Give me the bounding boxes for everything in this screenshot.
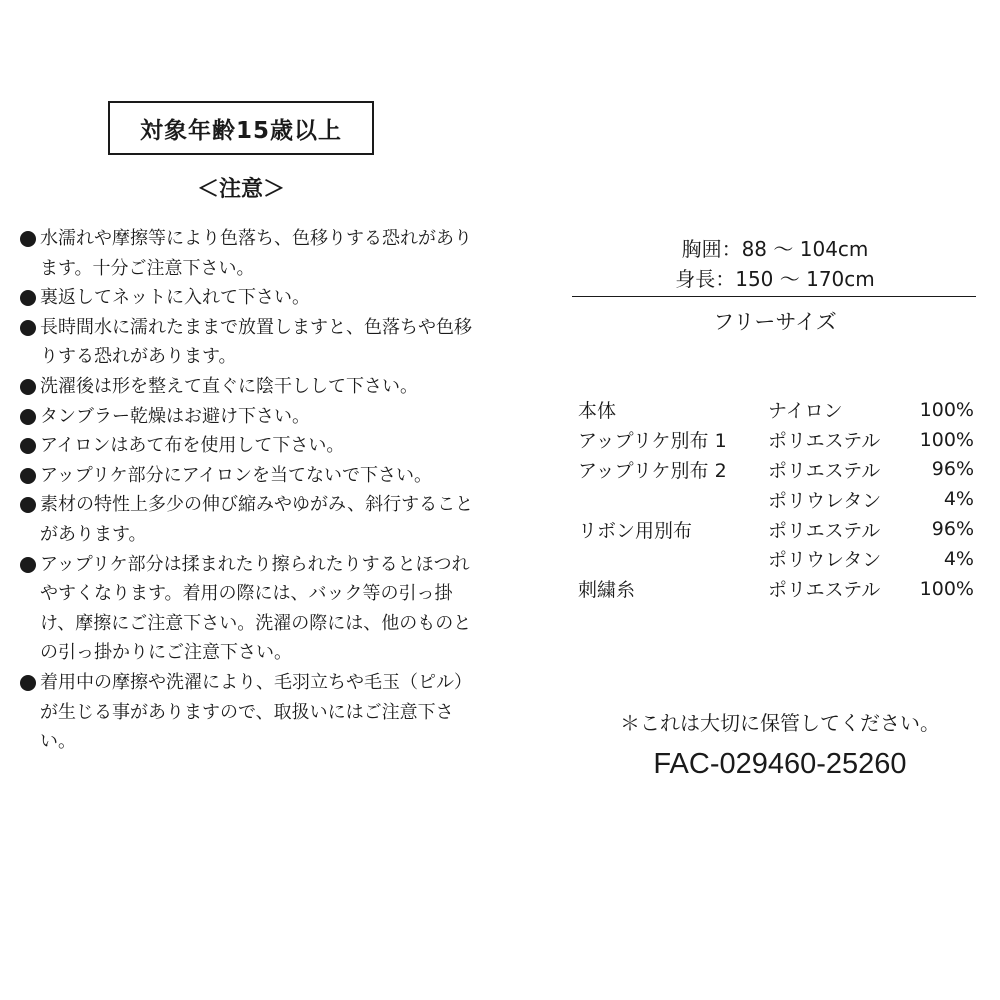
bullet-icon — [20, 438, 36, 454]
caution-item — [20, 224, 480, 283]
bullet-icon — [20, 379, 36, 395]
caution-text: アイロンはあて布を使用して下さい。 — [40, 435, 345, 457]
chest-size: 胸囲：88 ～ 104cm — [681, 237, 869, 261]
material-row — [578, 574, 974, 604]
size-divider — [572, 296, 976, 297]
material-part — [578, 544, 768, 574]
material-fiber: ポリエステル — [768, 579, 881, 602]
material-part — [578, 484, 768, 514]
material-row — [578, 395, 974, 425]
bullet-icon — [20, 231, 36, 247]
material-row — [578, 455, 974, 485]
caution-item — [20, 283, 480, 313]
material-row — [578, 514, 974, 544]
caution-text: 素材の特性上多少の伸び縮みやゆがみ、斜行することがあります。 — [40, 494, 474, 545]
caution-item — [20, 431, 480, 461]
material-percent: 96% — [931, 458, 974, 481]
material-percent: 100% — [919, 577, 974, 600]
caution-text: 着用中の摩擦や洗濯により、毛羽立ちや毛玉（ピル）が生じる事がありますので、取扱いにはご注意下さい。 — [40, 671, 472, 753]
caution-heading: ＜注意＞ — [196, 177, 285, 202]
material-fiber: ポリウレタン — [768, 549, 882, 572]
caution-item — [20, 668, 480, 757]
material-part: アップリケ別布 2 — [578, 459, 727, 482]
material-percent: 100% — [919, 398, 974, 421]
material-part: リボン用別布 — [578, 519, 693, 542]
material-fiber: ポリエステル — [768, 459, 881, 482]
product-code: FAC-029460-25260 — [653, 748, 907, 780]
material-fiber: ナイロン — [768, 400, 843, 423]
keep-note: ＊これは大切に保管してください。 — [620, 711, 940, 735]
caution-text: アップリケ部分にアイロンを当てないで下さい。 — [40, 464, 433, 486]
material-fiber: ポリエステル — [768, 430, 881, 453]
material-percent: 96% — [931, 518, 974, 541]
bullet-icon — [20, 290, 36, 306]
caution-text: タンブラー乾燥はお避け下さい。 — [40, 405, 310, 427]
caution-text: アップリケ部分は揉まれたり擦られたりするとほつれやすくなります。着用の際には、バック等の引っ掛け、摩擦にご注意下さい。洗濯の際には、他のものとの引っ掛かりにご注意下さい。 — [40, 553, 472, 664]
material-percent: 4% — [943, 547, 974, 570]
bullet-icon — [20, 320, 36, 336]
caution-item — [20, 461, 480, 491]
material-part: 本体 — [578, 400, 617, 423]
material-fiber: ポリエステル — [768, 519, 881, 542]
caution-text: 洗濯後は形を整えて直ぐに陰干しして下さい。 — [40, 375, 418, 397]
caution-text: 裏返してネットに入れて下さい。 — [40, 287, 310, 309]
caution-text: 水濡れや摩擦等により色落ち、色移りする恐れがあります。十分ご注意下さい。 — [40, 228, 472, 279]
caution-item — [20, 550, 480, 668]
material-row — [578, 544, 974, 574]
caution-item — [20, 402, 480, 432]
bullet-icon — [20, 557, 36, 573]
bullet-icon — [20, 409, 36, 425]
material-percent: 4% — [943, 488, 974, 511]
material-table — [578, 395, 974, 604]
material-fiber: ポリウレタン — [768, 489, 882, 512]
height-size: 身長：150 ～ 170cm — [675, 267, 875, 291]
bullet-icon — [20, 497, 36, 513]
material-percent: 100% — [919, 428, 974, 451]
material-part: アップリケ別布 1 — [578, 430, 727, 453]
caution-item — [20, 313, 480, 372]
size-block — [575, 234, 975, 294]
age-notice-box — [108, 101, 374, 155]
material-part: 刺繍糸 — [578, 579, 636, 602]
caution-list — [20, 224, 480, 757]
material-row — [578, 425, 974, 455]
material-row — [578, 484, 974, 514]
free-size-label: フリーサイズ — [713, 310, 837, 334]
bullet-icon — [20, 468, 36, 484]
age-notice: 対象年齢15歳以上 — [139, 117, 342, 144]
caution-item — [20, 490, 480, 549]
caution-text: 長時間水に濡れたままで放置しますと、色落ちや色移りする恐れがあります。 — [40, 316, 472, 368]
bullet-icon — [20, 675, 36, 691]
caution-item — [20, 372, 480, 402]
